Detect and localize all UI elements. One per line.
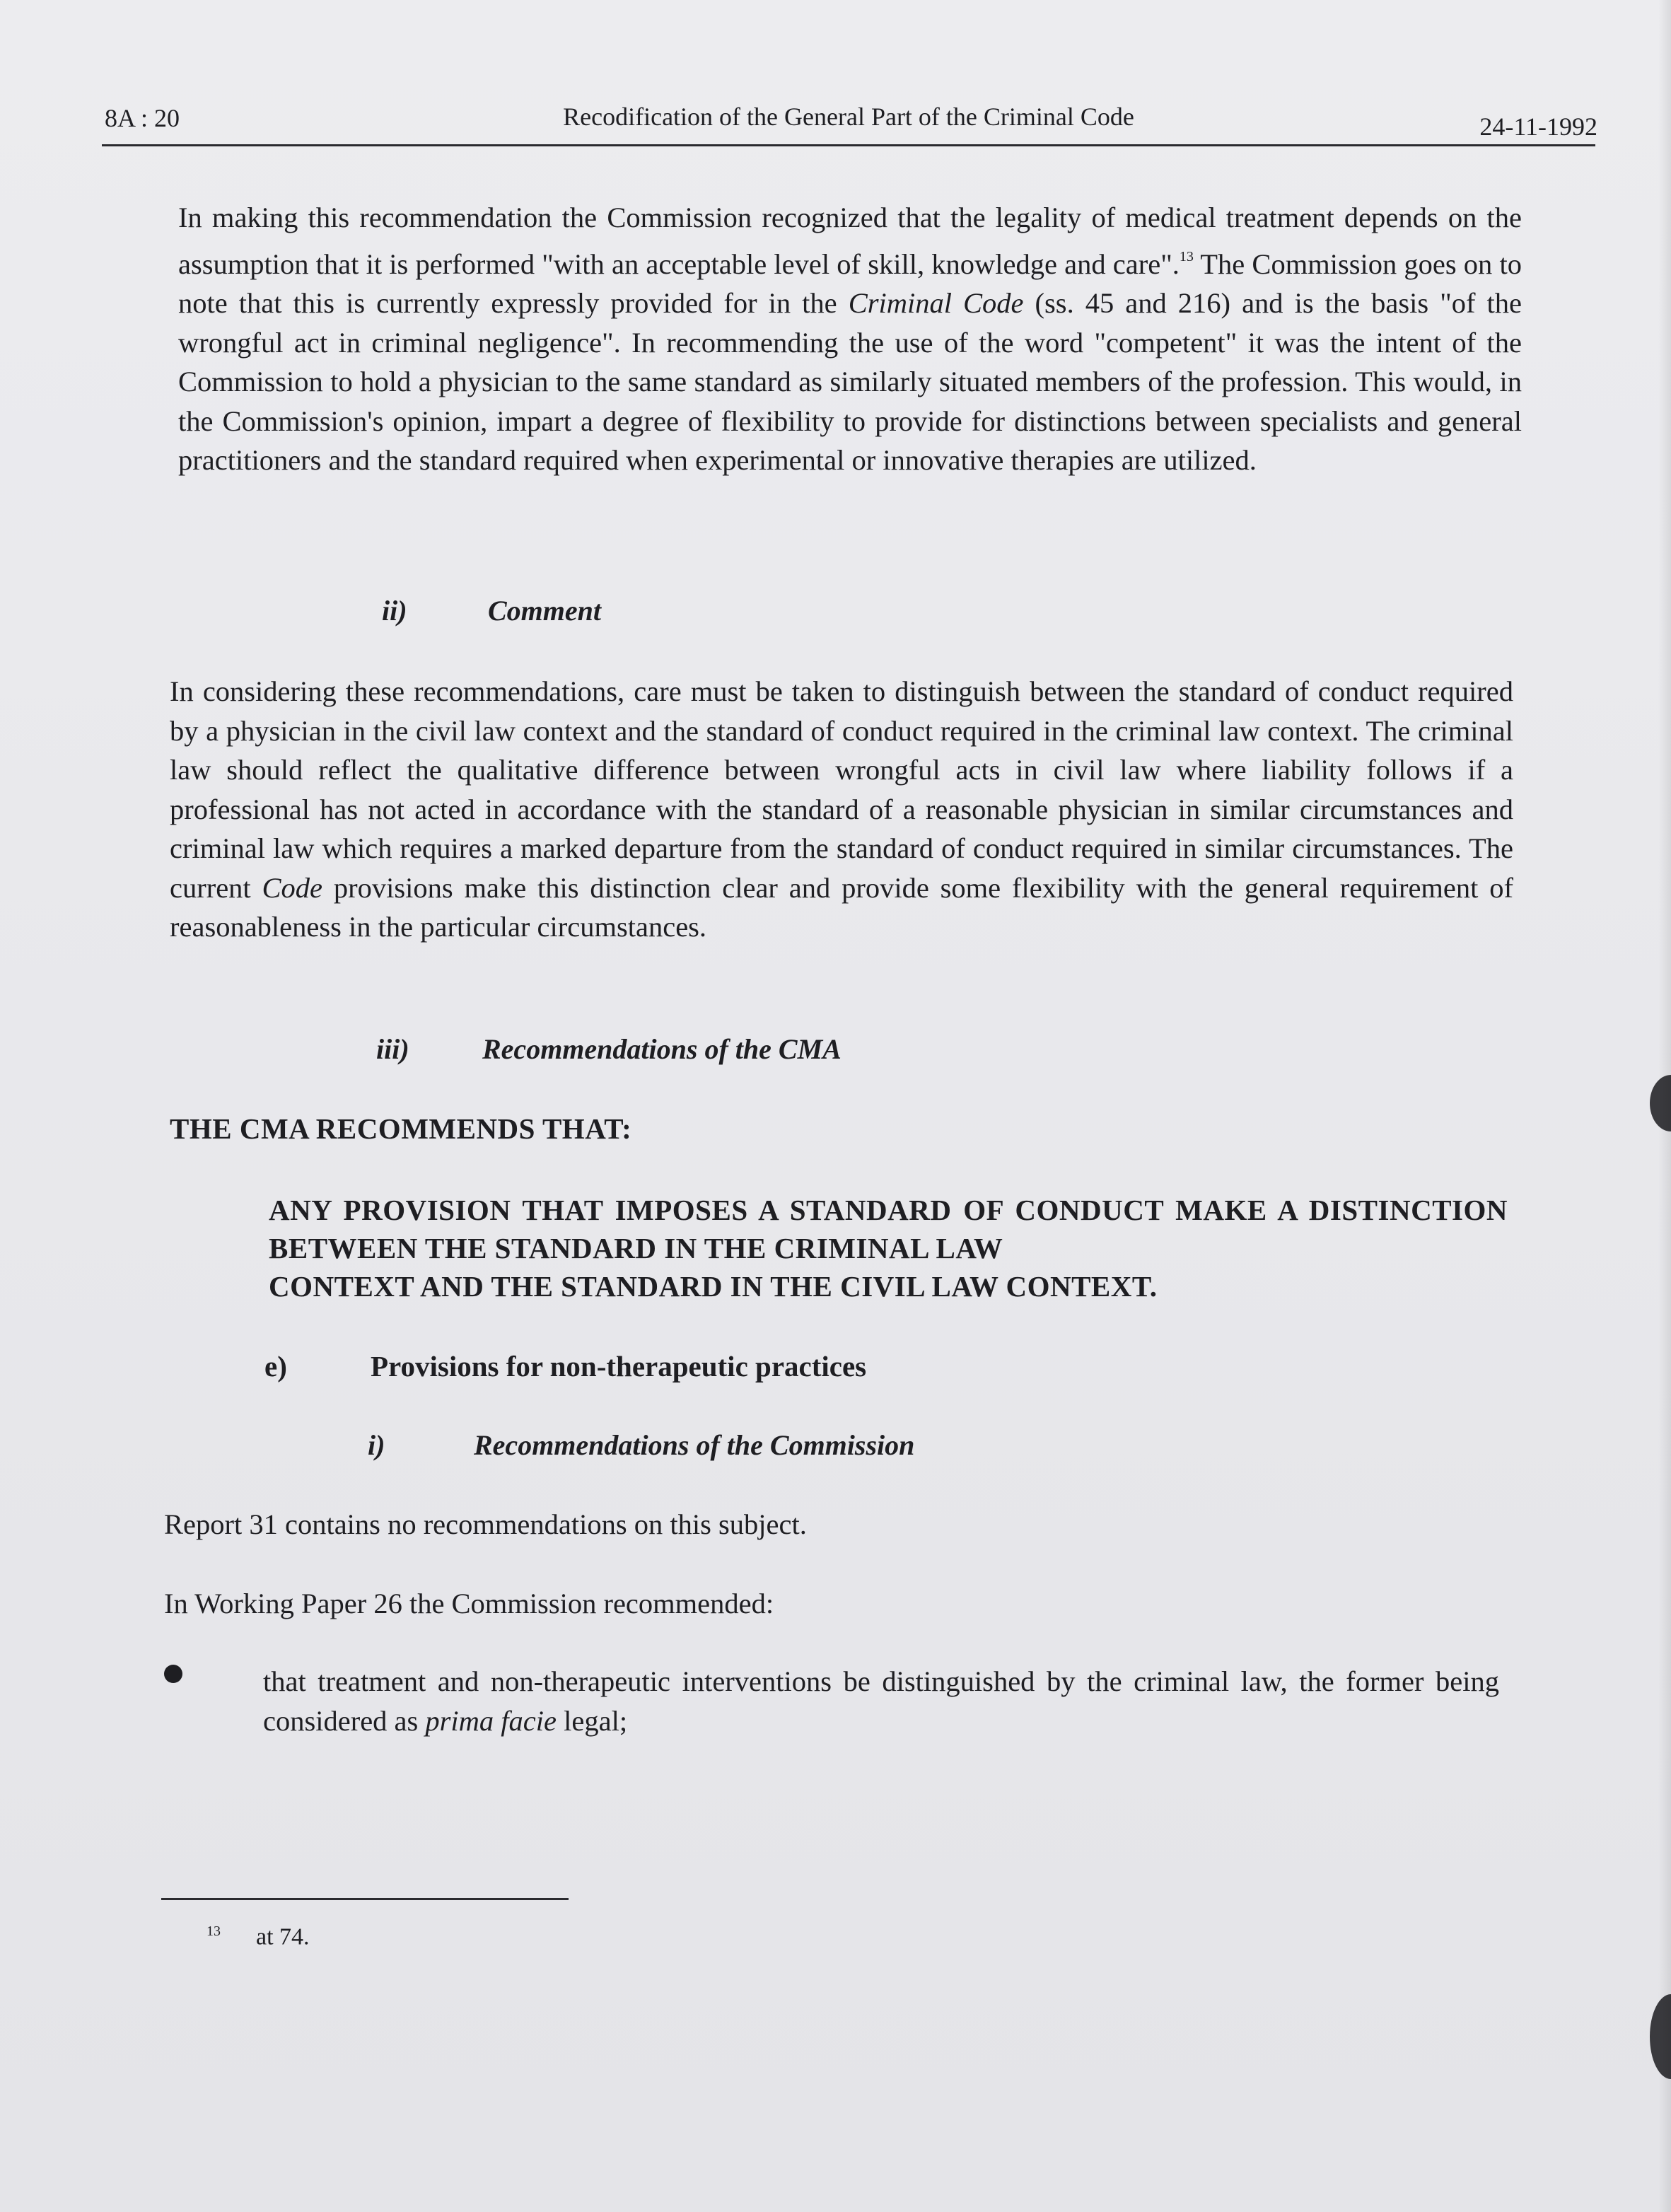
paragraph-comment: In considering these recommendations, care must be taken to distinguish between the standard of conduct required by a physician in the civil law context and the standard of conduct required in the criminal law context. The criminal law should reflect the qualitative difference between wrongful acts in civil law where liability follows if a professional has not acted in accordance with the standard of a reasonable physician in similar circumstances and criminal law which requires a marked departure from the standard of conduct required in similar circumstances. The current Code provisions make this distinction clear and provide some flexibility with the general requirement of reasonableness in the particular circumstances.: [170, 675, 1513, 943]
report-31-line: Report 31 contains no recommendations on this subject.: [164, 1508, 807, 1540]
bullet-icon: [164, 1665, 182, 1683]
footnote-ref[interactable]: 13: [1179, 248, 1194, 264]
header-page-number: 8A : 20: [105, 104, 180, 132]
subheading-commission-recommendations: i) Recommendations of the Commission: [368, 1429, 915, 1461]
page-edge-shadow: [1658, 0, 1671, 2212]
subheading-cma-recommendations: iii) Recommendations of the CMA: [376, 1033, 842, 1065]
working-paper-line: In Working Paper 26 the Commission recommended:: [164, 1588, 774, 1619]
subheading-comment: ii) Comment: [382, 595, 602, 627]
bullet-item: that treatment and non-therapeutic interventions be distinguished by the criminal law, the former being considered as prima facie legal;: [263, 1665, 1499, 1737]
section-heading-non-therapeutic: e) Provisions for non-therapeutic practices: [264, 1350, 867, 1382]
header-rule: [102, 144, 1595, 146]
header-date: 24-11-1992: [1479, 112, 1597, 141]
footnote-13: $^{13}$ at 74.: [206, 1923, 310, 1950]
footnote-rule: [161, 1898, 569, 1900]
cma-recommendation-block: ANY PROVISION THAT IMPOSES A STANDARD OF CONDUCT MAKE A DISTINCTION BETWEEN THE STANDARD IN THE CRIMINAL LAW CONTEXT AND THE STANDARD IN THE CIVIL LAW CONTEXT.: [269, 1194, 1508, 1303]
paragraph-commission-recognition: In making this recommendation the Commission recognized that the legality of medical treatment depends on the assumption that it is performed "with an acceptable level of skill, knowledge and care".$^{13}$ The Commission goes on to note that this is currently expressly provided for in the Criminal Code (ss. 45 and 216) and is the basis "of the wrongful act in criminal negligence". In recommending the use of the word "competent" it was the intent of the Commission to hold a physician to the same standard as similarly situated members of the profession. This would, in the Commission's opinion, impart a degree of flexibility to provide for distinctions between specialists and general practitioners and the standard required when experimental or innovative therapies are utilized.: [178, 202, 1522, 476]
header-title: Recodification of the General Part of the Criminal Code: [563, 103, 1134, 131]
cma-recommends-heading: THE CMA RECOMMENDS THAT:: [170, 1112, 632, 1145]
